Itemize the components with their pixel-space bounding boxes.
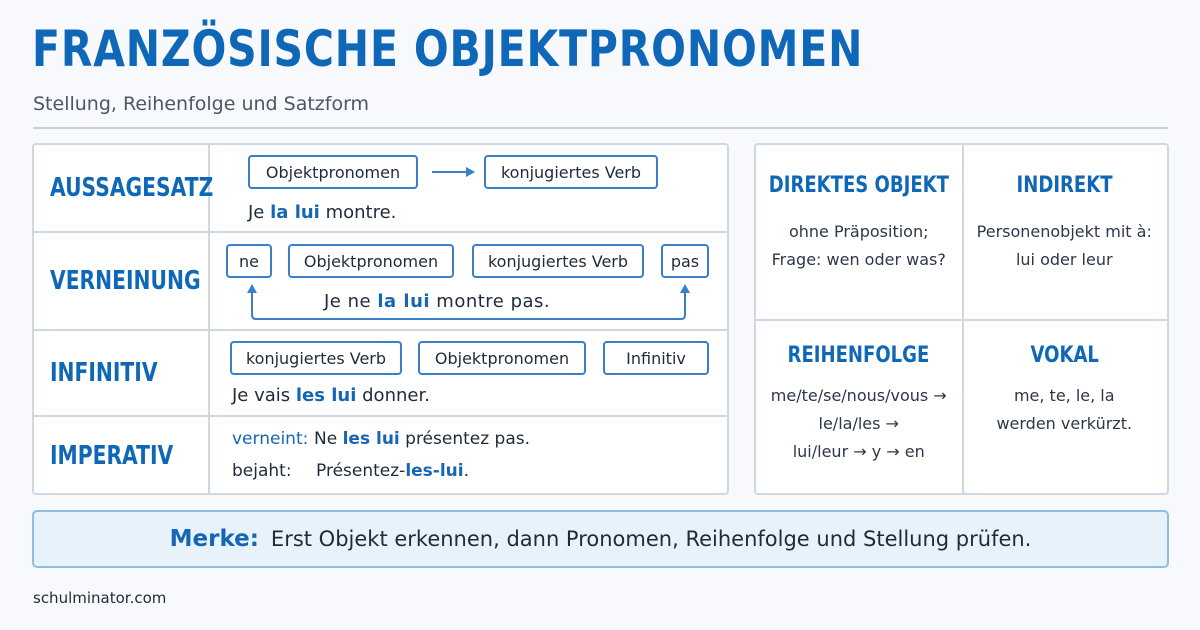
cell-title: INDIREKT — [1016, 173, 1113, 198]
box-infinitiv: Infinitiv — [603, 341, 709, 375]
footer-site: schulminator.com — [33, 589, 167, 607]
row-verneinung — [34, 233, 727, 331]
row-infinitiv — [34, 331, 727, 417]
box-objektpronomen: Objektpronomen — [288, 244, 454, 278]
example-verneint: verneint: Ne les lui présentez pas. — [232, 429, 531, 449]
box-pas: pas — [661, 244, 709, 278]
box-objektpronomen: Objektpronomen — [248, 155, 418, 189]
info-grid — [754, 143, 1169, 495]
box-konjugiertes-verb: konjugiertes Verb — [472, 244, 644, 278]
cell-reihenfolge: REIHENFOLGE me/te/se/nous/vous → le/la/les → lui/leur → y → en — [770, 343, 947, 461]
row-imperativ — [34, 417, 727, 495]
example-sentence: Je vais les lui donner. — [232, 385, 430, 406]
box-objektpronomen: Objektpronomen — [418, 341, 586, 375]
row-label: INFINITIV — [50, 358, 158, 388]
divider — [33, 127, 1168, 129]
row-label: VERNEINUNG — [50, 266, 201, 296]
cell-title: VOKAL — [1030, 343, 1099, 368]
merke-label: Merke: — [169, 526, 259, 552]
bracket-arrow-icon — [34, 233, 731, 331]
page-subtitle: Stellung, Reihenfolge und Satzform — [33, 93, 370, 115]
cell-vokal: VOKAL me, te, le, la werden verkürzt. — [996, 343, 1133, 433]
box-konjugiertes-verb: konjugiertes Verb — [230, 341, 402, 375]
cell-indirekt: INDIREKT Personenobjekt mit à: lui oder leur — [976, 173, 1152, 269]
cell-title: REIHENFOLGE — [787, 343, 930, 368]
example-sentence: Je ne la lui montre pas. — [324, 291, 551, 312]
row-label: AUSSAGESATZ — [50, 173, 214, 203]
page-title: FRANZÖSISCHE OBJEKTPRONOMEN — [32, 20, 864, 78]
box-ne: ne — [226, 244, 272, 278]
example-sentence: Je la lui montre. — [248, 202, 397, 223]
box-konjugiertes-verb: konjugiertes Verb — [484, 155, 658, 189]
cell-title: DIREKTES OBJEKT — [768, 173, 949, 198]
merke-box — [32, 510, 1169, 568]
row-aussagesatz — [34, 145, 727, 233]
merke-text: Erst Objekt erkennen, dann Pronomen, Reihenfolge und Stellung prüfen. — [270, 527, 1032, 551]
sentence-forms-table — [32, 143, 729, 495]
example-bejaht: bejaht: Présentez-les-lui. — [232, 461, 470, 481]
cell-direktes-objekt: DIREKTES OBJEKT ohne Präposition; Frage: wen oder was? — [768, 173, 949, 269]
row-label: IMPERATIV — [50, 441, 174, 471]
